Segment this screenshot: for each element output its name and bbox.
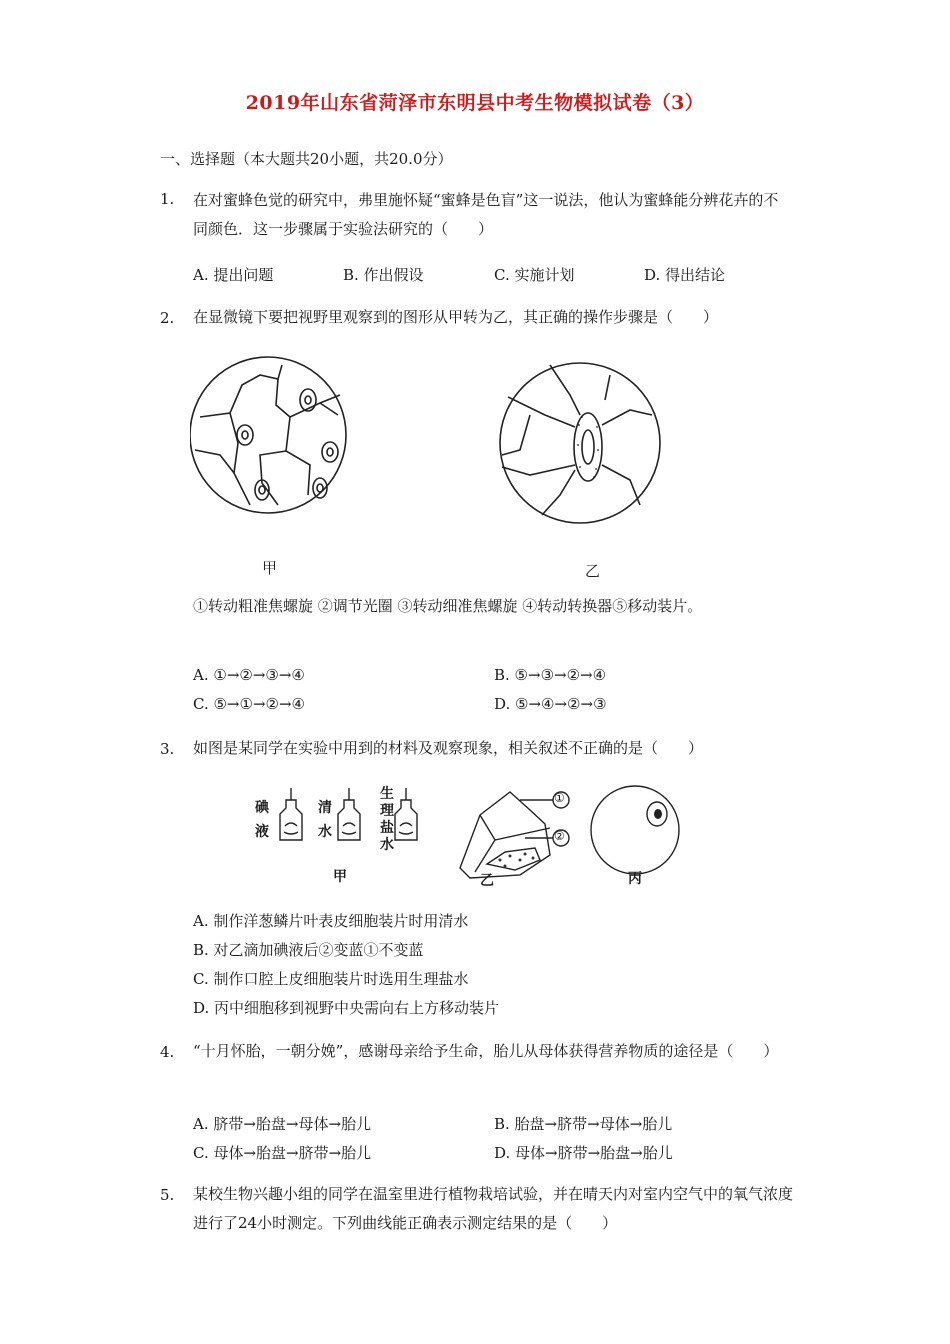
option-c: C. ⑤→①→②→④ — [193, 695, 305, 713]
figure-label-jia: 甲 — [262, 559, 278, 577]
question-text: “十月怀胎，一朝分娩”，感谢母亲给予生命，胎儿从母体获得营养物质的途径是（ ） — [193, 1042, 779, 1060]
option-a: A. 制作洋葱鳞片叶表皮细胞装片时用清水 — [193, 912, 469, 930]
option-a: A. ①→②→③→④ — [193, 666, 305, 684]
page-title: 2019年山东省菏泽市东明县中考生物模拟试卷（3） — [245, 92, 705, 114]
question-number: 2. — [160, 309, 175, 327]
option-b: B. 对乙滴加碘液后②变蓝①不变蓝 — [193, 941, 424, 959]
question-text: 某校生物兴趣小组的同学在温室里进行植物栽培试验，并在晴天内对室内空气中的氧气浓度进行了24小时测定。下列曲线能正确表示测定结果的是（ ） — [193, 1185, 794, 1232]
option-d: D. 得出结论 — [644, 266, 726, 284]
question-number: 1. — [160, 190, 175, 208]
figure-label-bing: 丙 — [628, 871, 642, 887]
microscope-view-figure — [190, 355, 670, 540]
option-c: C. 实施计划 — [494, 266, 575, 284]
option-b: B. 胎盘→脐带→母体→胎儿 — [494, 1115, 673, 1133]
bottle-label-water: 清水 — [318, 800, 332, 840]
question-number: 5. — [160, 1186, 175, 1204]
figure-label-yi: 乙 — [480, 873, 494, 889]
bottle-label-iodine: 碘液 — [255, 800, 269, 840]
option-d: D. 母体→脐带→胎盘→胎儿 — [494, 1144, 673, 1162]
option-a: A. 提出问题 — [193, 266, 274, 284]
question-text: 在显微镜下要把视野里观察到的图形从甲转为乙，其正确的操作步骤是（ ） — [193, 308, 719, 326]
option-c: C. 制作口腔上皮细胞装片时选用生理盐水 — [193, 970, 469, 988]
question-text: 在对蜜蜂色觉的研究中，弗里施怀疑“蜜蜂是色盲”这一说法，他认为蜜蜂能分辨花卉的不同颜色．这一步骤属于实验法研究的（ ） — [193, 191, 779, 238]
marker-2: ② — [554, 829, 565, 843]
section-heading: 一、选择题（本大题共20小题，共20.0分） — [160, 150, 453, 168]
option-d: D. 丙中细胞移到视野中央需向右上方移动装片 — [193, 999, 500, 1017]
question-number: 3. — [160, 740, 175, 758]
question-text: 如图是某同学在实验中用到的材料及观察现象，相关叙述不正确的是（ ） — [193, 739, 704, 757]
operation-steps: ①转动粗准焦螺旋 ②调节光圈 ③转动细准焦螺旋 ④转动转换器⑤移动装片。 — [193, 597, 703, 615]
question-number: 4. — [160, 1043, 175, 1061]
figure-label-yi: 乙 — [585, 562, 601, 580]
option-d: D. ⑤→④→②→③ — [494, 695, 607, 713]
marker-1: ① — [554, 791, 565, 805]
option-a: A. 脐带→胎盘→母体→胎儿 — [193, 1115, 372, 1133]
option-c: C. 母体→胎盘→脐带→胎儿 — [193, 1144, 372, 1162]
figure-label-jia: 甲 — [333, 869, 347, 885]
option-b: B. 作出假设 — [343, 266, 424, 284]
bottle-label-saline: 生理盐水 — [380, 786, 394, 853]
option-b: B. ⑤→③→②→④ — [494, 666, 607, 684]
